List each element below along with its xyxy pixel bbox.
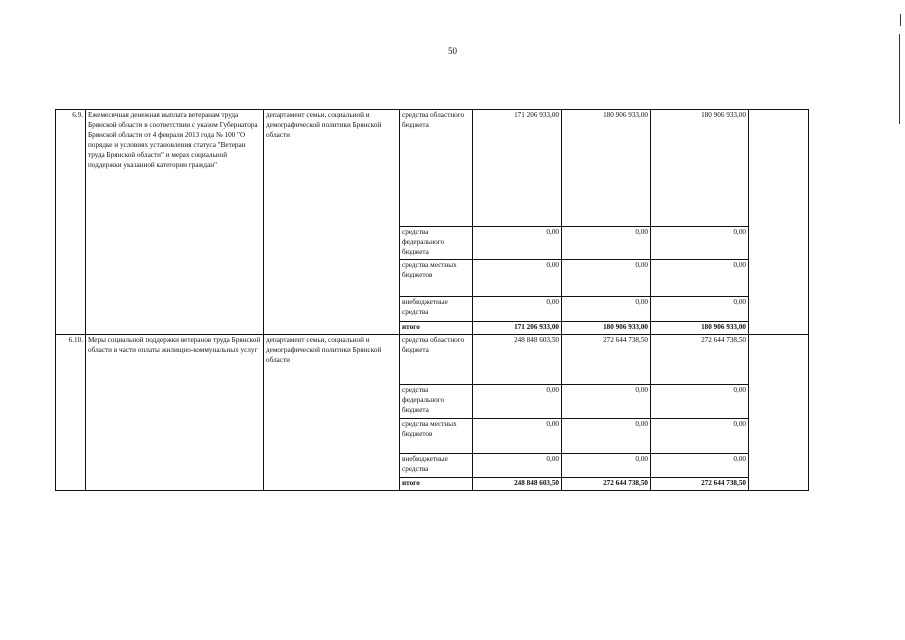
funding-source: средства федерального бюджета [400,384,473,418]
total-year-2: 180 906 933,00 [562,322,651,335]
amount-year-2: 0,00 [562,227,651,260]
scan-mark [900,14,901,26]
row-number: 6.10. [56,334,86,490]
empty-cell [749,110,809,335]
page-number: 50 [448,46,457,56]
funding-source: внебюджетные средства [400,297,473,322]
funding-source: средства областного бюджета [400,110,473,227]
amount-year-3: 0,00 [651,297,749,322]
amount-year-1: 0,00 [473,453,562,477]
funding-source: средства федерального бюджета [400,227,473,260]
table-row [56,110,809,227]
amount-year-2: 0,00 [562,260,651,297]
funding-source: средства местных бюджетов [400,418,473,453]
amount-year-1: 171 206 933,00 [473,110,562,227]
amount-year-1: 248 848 603,50 [473,334,562,384]
amount-year-2: 0,00 [562,453,651,477]
measure-title: Ежемесячная денежная выплата ветеранам труда Брянской области в соответствии с указом Губернатора Брянской области от 4 февраля 2013 года № 100 "О порядке и условиях установления статуса "Ветеран труда Брянской области" и мерах социальной поддержки указанной категории граждан" [86,110,264,335]
amount-year-3: 272 644 738,50 [651,334,749,384]
amount-year-3: 0,00 [651,453,749,477]
scan-mark [899,34,900,124]
total-year-3: 180 906 933,00 [651,322,749,335]
total-year-1: 248 848 603,50 [473,477,562,490]
amount-year-1: 0,00 [473,227,562,260]
executor: департамент семьи, социальной и демографической политики Брянской области [264,110,400,335]
total-label: итого [400,477,473,490]
amount-year-3: 0,00 [651,384,749,418]
row-number: 6.9. [56,110,86,335]
amount-year-2: 0,00 [562,384,651,418]
amount-year-1: 0,00 [473,297,562,322]
total-year-1: 171 206 933,00 [473,322,562,335]
table-row [56,334,809,384]
funding-source: внебюджетные средства [400,453,473,477]
funding-source: средства областного бюджета [400,334,473,384]
total-year-2: 272 644 738,50 [562,477,651,490]
amount-year-1: 0,00 [473,384,562,418]
measure-title: Меры социальной поддержки ветеранов труда Брянской области в части оплаты жилищно-коммунальных услуг [86,334,264,490]
executor: департамент семьи, социальной и демографической политики Брянской области [264,334,400,490]
amount-year-1: 0,00 [473,260,562,297]
total-label: итого [400,322,473,335]
amount-year-1: 0,00 [473,418,562,453]
amount-year-3: 0,00 [651,227,749,260]
amount-year-2: 0,00 [562,297,651,322]
empty-cell [749,334,809,490]
amount-year-2: 272 644 738,50 [562,334,651,384]
amount-year-2: 0,00 [562,418,651,453]
amount-year-2: 180 906 933,00 [562,110,651,227]
amount-year-3: 180 906 933,00 [651,110,749,227]
total-year-3: 272 644 738,50 [651,477,749,490]
amount-year-3: 0,00 [651,260,749,297]
budget-table [55,109,809,491]
amount-year-3: 0,00 [651,418,749,453]
funding-source: средства местных бюджетов [400,260,473,297]
